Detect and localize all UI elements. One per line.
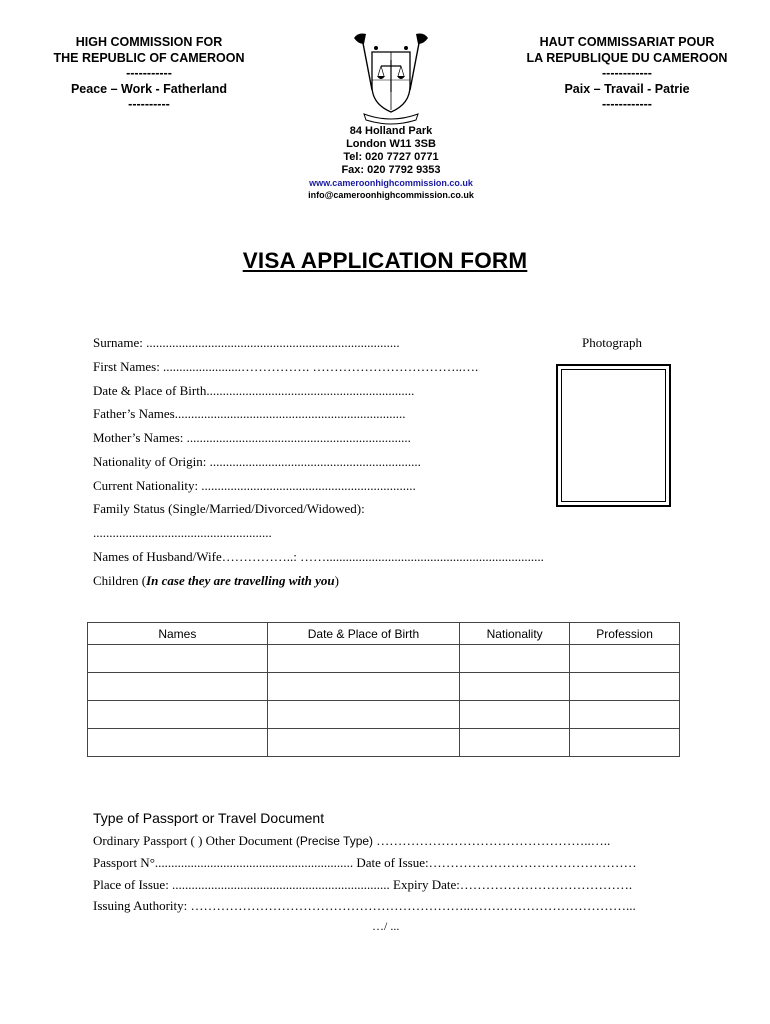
header-english-motto: Peace – Work - Fatherland (70, 81, 228, 96)
first-names-field[interactable]: First Names: ........................……………. ……………………………..…. (93, 359, 479, 374)
address-fax: Fax: 020 7792 9353 (341, 164, 441, 176)
header-french-line: HAUT COMMISSARIAT POUR (539, 35, 715, 49)
passport-type-field[interactable] (93, 833, 610, 849)
children-prefix: Children ( (93, 573, 147, 588)
header-english (20, 35, 278, 113)
address-tel: Tel: 020 7727 0771 (343, 151, 439, 163)
children-suffix: ) (334, 573, 339, 588)
address-city: London W11 3SB (346, 138, 436, 150)
table-cell[interactable] (460, 701, 570, 729)
coat-of-arms-icon (350, 30, 432, 126)
table-cell[interactable] (570, 673, 680, 701)
family-status-label: Family Status (Single/Married/Divorced/Widowed): (93, 501, 365, 516)
children-table (87, 622, 680, 757)
place-of-issue-field[interactable]: Place of Issue: ................................................................... Expiry Date:…………………………………. (93, 877, 633, 892)
current-nationality-field[interactable]: Current Nationality: .................................................................. (93, 478, 416, 493)
photograph-label: Photograph (582, 335, 642, 350)
family-status-field[interactable]: ....................................................... (93, 525, 272, 540)
table-cell[interactable] (570, 645, 680, 673)
table-row (88, 701, 680, 729)
passport-type-text: Ordinary Passport ( ) Other Document (93, 833, 296, 848)
photograph-box[interactable] (556, 364, 671, 507)
issuing-authority-field[interactable]: Issuing Authority: ………………………………………………………..………………………………... (93, 898, 636, 913)
table-cell[interactable] (267, 701, 460, 729)
nationality-origin-field[interactable]: Nationality of Origin: ................................................................. (93, 454, 421, 469)
precise-type-label: (Precise Type) (295, 834, 374, 848)
table-cell[interactable] (570, 729, 680, 757)
column-header-profession: Profession (570, 623, 680, 645)
header-english-divider: ---------- (128, 97, 170, 111)
table-cell[interactable] (460, 645, 570, 673)
table-cell[interactable] (460, 673, 570, 701)
mothers-names-field[interactable]: Mother’s Names: ..................................................................... (93, 430, 411, 445)
header-french-line: LA REPUBLIQUE DU CAMEROON (526, 50, 728, 65)
children-note: In case they are travelling with you (146, 573, 335, 588)
photograph-box-inner (561, 369, 666, 502)
surname-field[interactable]: Surname: .............................................................................. (93, 335, 400, 350)
address-street: 84 Holland Park (349, 125, 433, 137)
column-header-dob-place: Date & Place of Birth (267, 623, 460, 645)
header-french-divider: ------------ (602, 97, 652, 111)
table-cell[interactable] (267, 729, 460, 757)
header-french-divider: ------------ (602, 66, 652, 80)
passport-number-field[interactable]: Passport N°............................................................. Date of Issue:………………………………………… (93, 855, 637, 870)
table-cell[interactable] (88, 645, 268, 673)
table-row (88, 729, 680, 757)
table-cell[interactable] (88, 701, 268, 729)
fathers-names-field[interactable]: Father’s Names....................................................................... (93, 406, 406, 421)
website-link[interactable]: www.cameroonhighcommission.co.uk (309, 178, 473, 188)
column-header-names: Names (88, 623, 268, 645)
table-cell[interactable] (570, 701, 680, 729)
table-cell[interactable] (88, 673, 268, 701)
table-cell[interactable] (267, 645, 460, 673)
header-french-motto: Paix – Travail - Patrie (564, 81, 690, 96)
email-address[interactable]: info@cameroonhighcommission.co.uk (308, 190, 474, 200)
header-english-line: THE REPUBLIC OF CAMEROON (53, 50, 245, 65)
dob-place-field[interactable]: Date & Place of Birth................................................................ (93, 383, 415, 398)
passport-type-dots: …………………………………………..….. (373, 833, 611, 848)
table-header-row (88, 623, 680, 645)
header-english-line: HIGH COMMISSION FOR (75, 35, 223, 49)
table-cell[interactable] (88, 729, 268, 757)
spouse-names-field[interactable]: Names of Husband/Wife……………..: ……................................................................... (93, 549, 544, 564)
table-row (88, 673, 680, 701)
page-continuation-marker: …/ ... (372, 919, 400, 933)
header-french (492, 35, 762, 113)
table-cell[interactable] (460, 729, 570, 757)
column-header-nationality: Nationality (460, 623, 570, 645)
embassy-address (230, 125, 552, 201)
children-label (93, 573, 339, 589)
table-cell[interactable] (267, 673, 460, 701)
header-english-divider: ----------- (126, 66, 172, 80)
passport-section-heading: Type of Passport or Travel Document (93, 810, 325, 826)
table-row (88, 645, 680, 673)
form-title: VISA APPLICATION FORM (242, 248, 528, 273)
